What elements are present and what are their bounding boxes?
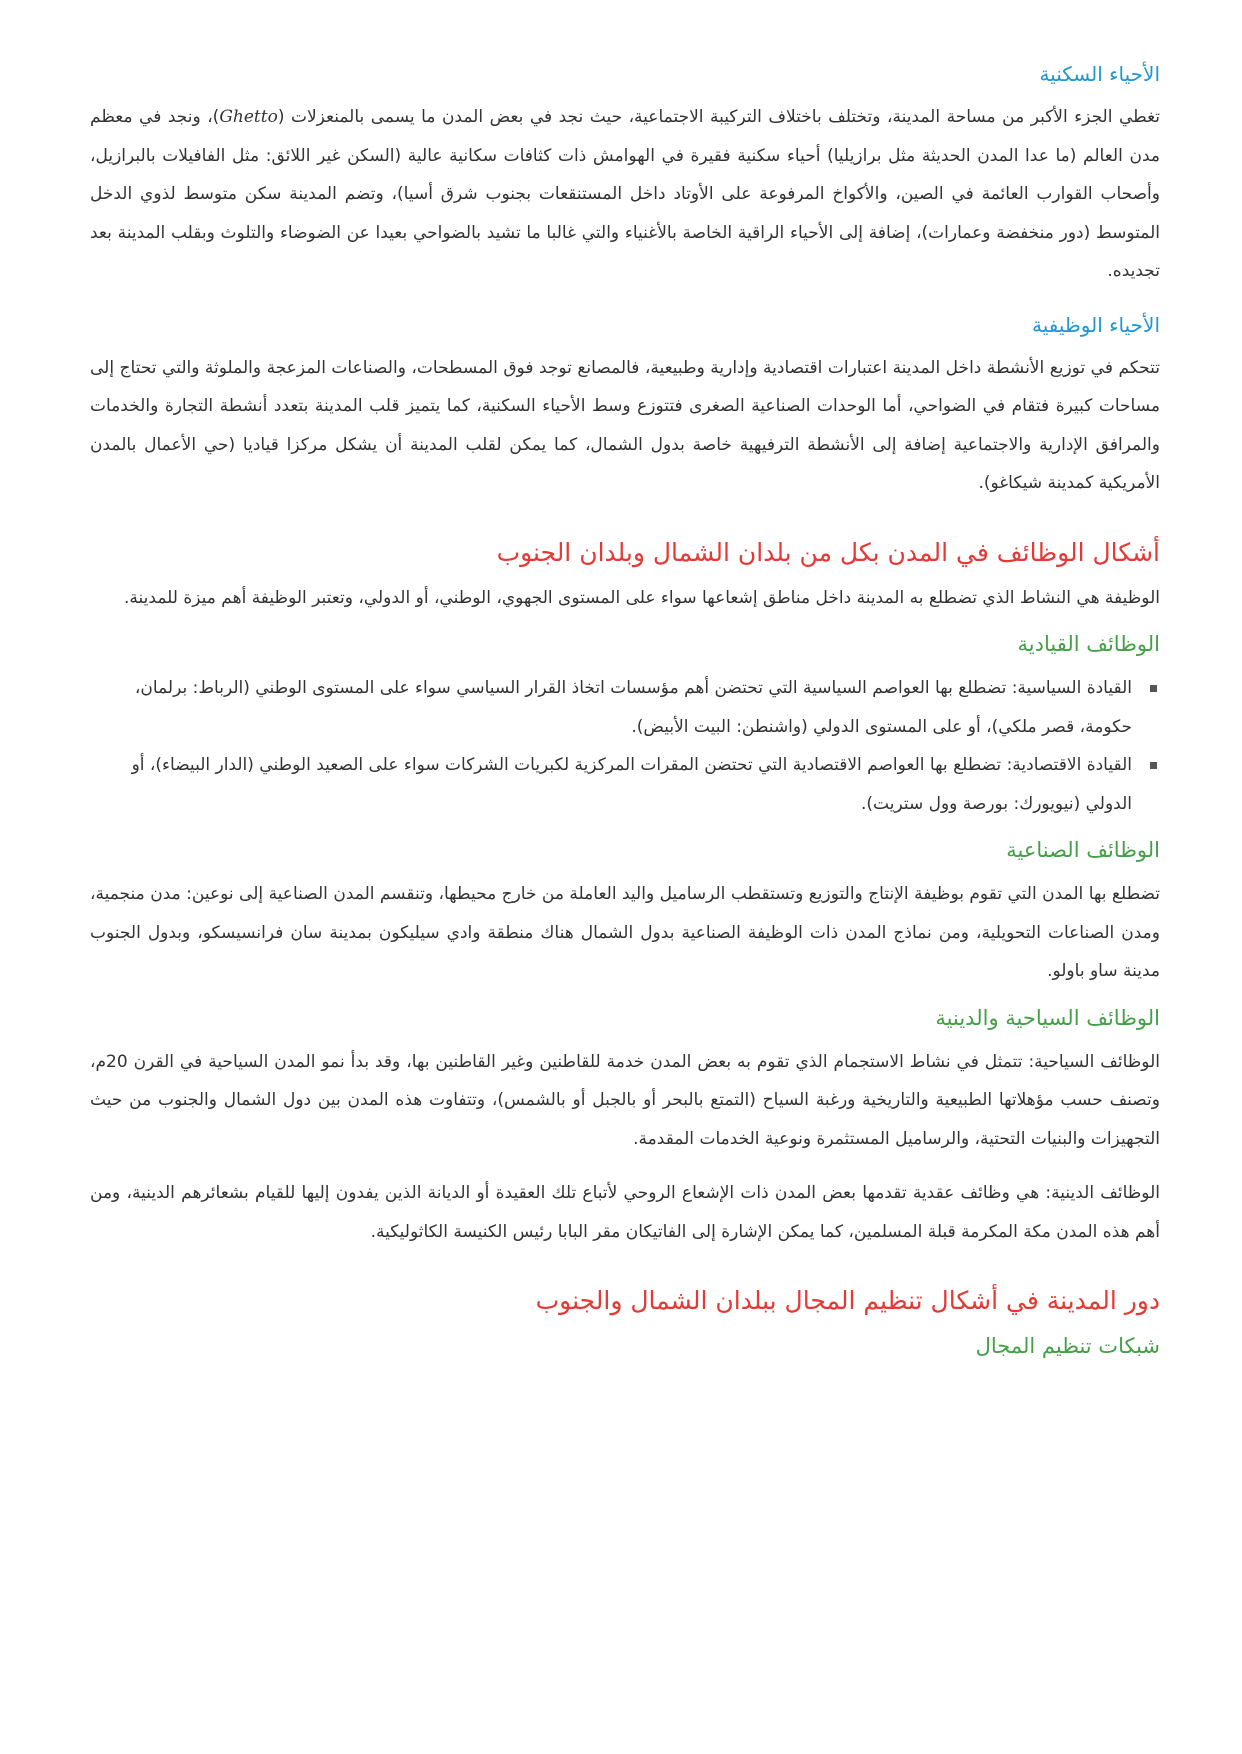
- heading-leadership-functions: الوظائف القيادية: [1017, 632, 1160, 656]
- paragraph-residential-text-2: )، ونجد في معظم مدن العالم (ما عدا المدن الحديثة مثل برازيليا) أحياء سكنية فقيرة في الهوامش ذات كثافات سكانية عالية (السكن غير اللائق: مثل الفافيلات بالبرازيل، وأصحاب القوارب العائمة في الصين، والأكواخ المرفوعة على الأوتاد داخل المستنقعات بجنوب شرق أسيا)، وتضم المدينة سكن متوسط لذوي الدخل المتوسط (دور منخفضة وعمارات)، إضافة إلى الأحياء الراقية الخاصة بالأغنياء والتي غالبا ما تشيد بالضواحي بعيدا عن الضوضاء والتلوث وبقلب المدينة بعد تجديده.: [90, 107, 1160, 281]
- paragraph-residential: [90, 98, 1160, 291]
- heading-functional-neighborhoods: الأحياء الوظيفية: [1031, 312, 1160, 337]
- heading-tourism-religious-functions: الوظائف السياحية والدينية: [935, 1005, 1160, 1030]
- paragraph-functional: تتحكم في توزيع الأنشطة داخل المدينة اعتبارات اقتصادية وإدارية وطبيعية، فالمصانع توجد فوق المسطحات، والصناعات المزعجة والملوثة والتي تحتاج إلى مساحات كبيرة فتقام في الضواحي، أما الوحدات الصناعية الصغرى فتتوزع وسط الأحياء السكنية، كما يتميز قلب المدينة بتعدد أنشطة التجارة والخدمات والمرافق الإدارية والاجتماعية إضافة إلى الأنشطة الترفيهية خاصة بدول الشمال، كما يمكن لقلب المدينة أن يشكل مركزا قياديا (حي الأعمال بالمدن الأمريكية كمدينة شيكاغو).: [90, 357, 1160, 493]
- ghetto-term: Ghetto: [219, 107, 278, 127]
- heading-residential-neighborhoods: الأحياء السكنية: [1039, 62, 1160, 86]
- heading-spatial-networks: شبكات تنظيم المجال: [975, 1334, 1160, 1358]
- list-item-text: القيادة السياسية: تضطلع بها العواصم السياسية التي تحتضن أهم مؤسسات اتخاذ القرار السياسي سواء على المستوى الوطني (الرباط: برلمان، حكومة، قصر ملكي)، أو على المستوى الدولي (واشنطن: البيت الأبيض).: [134, 678, 1132, 737]
- bullet-square-icon: [1150, 762, 1157, 769]
- list-item-political-leadership: [90, 669, 1160, 746]
- paragraph-tourism: الوظائف السياحية: تتمثل في نشاط الاستجمام الذي تقوم به بعض المدن خدمة للقاطنين وغير القاطنين بها، وقد بدأ نمو المدن السياحية في القرن 20م، وتصنف حسب مؤهلاتها الطبيعية والتاريخية ورغبة السياح (التمتع بالبحر أو بالجبل أو بالشمس)، وتتفاوت هذه المدن بين دول الشمال والجنوب من حيث التجهيزات والبنيات التحتية، والرساميل المستثمرة ونوعية الخدمات المقدمة.: [90, 1051, 1160, 1149]
- list-item-economic-leadership: [90, 746, 1160, 823]
- paragraph-industrial: تضطلع بها المدن التي تقوم بوظيفة الإنتاج والتوزيع وتستقطب الرساميل واليد العاملة من خارج محيطها، وتنقسم المدن الصناعية إلى نوعين: مدن منجمية، ومدن الصناعات التحويلية، ومن نماذج المدن ذات الوظيفة الصناعية بدول الشمال هناك منطقة وادي سيليكون بمدينة سان فرانسيسكو، وبدول الجنوب مدينة ساو باولو.: [90, 884, 1160, 981]
- paragraph-religious: الوظائف الدينية: هي وظائف عقدية تقدمها بعض المدن ذات الإشعاع الروحي لأتباع تلك العقيدة أو الديانة الذين يفدون إليها للقيام بشعائرهم الدينية، ومن أهم هذه المدن مكة المكرمة قبلة المسلمين، كما يمكن الإشارة إلى الفاتيكان مقر البابا رئيس الكنيسة الكاثوليكية.: [90, 1183, 1160, 1242]
- list-item-text: القيادة الاقتصادية: تضطلع بها العواصم الاقتصادية التي تحتضن المقرات المركزية لكبريات الشركات سواء على الصعيد الوطني (الدار البيضاء)، أو الدولي (نيويورك: بورصة وول ستريت).: [131, 755, 1132, 814]
- heading-industrial-functions: الوظائف الصناعية: [1006, 838, 1160, 862]
- heading-function-forms: أشكال الوظائف في المدن بكل من بلدان الشمال وبلدان الجنوب: [496, 537, 1160, 567]
- heading-city-role: دور المدينة في أشكال تنظيم المجال ببلدان الشمال والجنوب: [535, 1286, 1160, 1315]
- paragraph-residential-text-1: تغطي الجزء الأكبر من مساحة المدينة، وتختلف باختلاف التركيبة الاجتماعية، حيث نجد في بعض المدن ما يسمى بالمنعزلات (: [277, 107, 1160, 127]
- paragraph-function-definition: الوظيفة هي النشاط الذي تضطلع به المدينة داخل مناطق إشعاعها سواء على المستوى الجهوي، الوطني، أو الدولي، وتعتبر الوظيفة أهم ميزة للمدينة.: [124, 587, 1160, 608]
- bullet-square-icon: [1150, 685, 1157, 692]
- leadership-list: [90, 669, 1160, 823]
